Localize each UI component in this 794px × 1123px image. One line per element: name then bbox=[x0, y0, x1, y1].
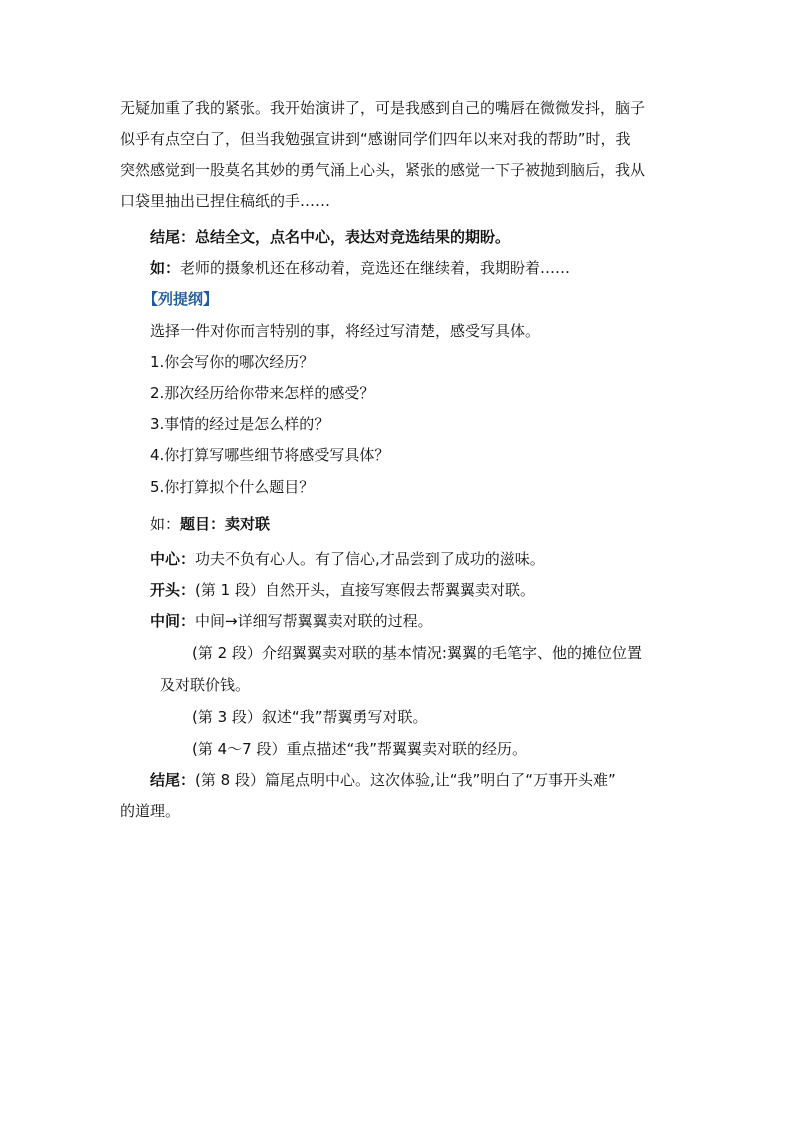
intro-line-2: 似乎有点空白了，但当我勉强宣讲到“感谢同学们四年以来对我的帮助”时，我 bbox=[120, 130, 631, 148]
sample-closing-text: (第 8 段）篇尾点明中心。这次体验,让“我”明白了“万事开头难” bbox=[195, 771, 616, 789]
sample-center-label: 中心： bbox=[150, 550, 196, 568]
intro-line-4: 口袋里抽出已捏住稿纸的手…… bbox=[120, 192, 331, 210]
sample-title: 卖对联 bbox=[225, 515, 271, 533]
sample-opening-line bbox=[150, 580, 535, 600]
outline-question-5: 5.你打算拟个什么题目？ bbox=[150, 478, 315, 496]
sample-title-line bbox=[150, 514, 270, 534]
example-paragraph bbox=[150, 258, 570, 278]
outline-heading: 【列提纲】 bbox=[143, 290, 219, 308]
example-label: 如： bbox=[150, 259, 181, 277]
sample-para2-line-2: 及对联价钱。 bbox=[160, 676, 251, 694]
example-text: 老师的摄象机还在移动着，竞选还在继续着，我期盼着…… bbox=[180, 259, 571, 277]
sample-middle-label: 中间： bbox=[150, 612, 196, 630]
sample-closing-line-1 bbox=[150, 770, 616, 790]
outline-instruction: 选择一件对你而言特别的事，将经过写清楚，感受写具体。 bbox=[150, 322, 541, 340]
outline-question-3: 3.事情的经过是怎么样的？ bbox=[150, 415, 330, 433]
sample-middle-text: 中间→详细写帮翼翼卖对联的过程。 bbox=[195, 612, 433, 630]
sample-closing-label: 结尾： bbox=[150, 771, 196, 789]
ending-text: 总结全文，点名中心，表达对竞选结果的期盼。 bbox=[195, 228, 511, 246]
sample-middle-line bbox=[150, 611, 433, 631]
intro-line-1: 无疑加重了我的紧张。我开始演讲了，可是我感到自己的嘴唇在微微发抖，脑子 bbox=[120, 99, 646, 117]
sample-title-prefix: 如： bbox=[150, 515, 181, 533]
sample-center-line bbox=[150, 549, 545, 569]
sample-para4-7-line: (第 4～7 段）重点描述“我”帮翼翼卖对联的经历。 bbox=[192, 740, 528, 758]
sample-center-text: 功夫不负有心人。有了信心,才品尝到了成功的滋味。 bbox=[195, 550, 545, 568]
outline-question-4: 4.你打算写哪些细节将感受写具体？ bbox=[150, 446, 390, 464]
sample-para3-line: (第 3 段）叙述“我”帮翼勇写对联。 bbox=[192, 708, 428, 726]
sample-opening-label: 开头： bbox=[150, 581, 196, 599]
ending-label: 结尾： bbox=[150, 228, 196, 246]
sample-opening-text: (第 1 段）自然开头，直接写寒假去帮翼翼卖对联。 bbox=[195, 581, 535, 599]
sample-para2-line-1: (第 2 段）介绍翼翼卖对联的基本情况:翼翼的毛笔字、他的摊位位置 bbox=[192, 644, 642, 662]
outline-question-1: 1.你会写你的哪次经历？ bbox=[150, 353, 315, 371]
outline-question-2: 2.那次经历给你带来怎样的感受？ bbox=[150, 384, 375, 402]
ending-paragraph bbox=[150, 227, 510, 247]
sample-closing-line-2: 的道理。 bbox=[120, 802, 181, 820]
sample-title-label: 题目： bbox=[180, 515, 226, 533]
intro-line-3: 突然感觉到一股莫名其妙的勇气涌上心头，紧张的感觉一下子被抛到脑后，我从 bbox=[120, 161, 646, 179]
